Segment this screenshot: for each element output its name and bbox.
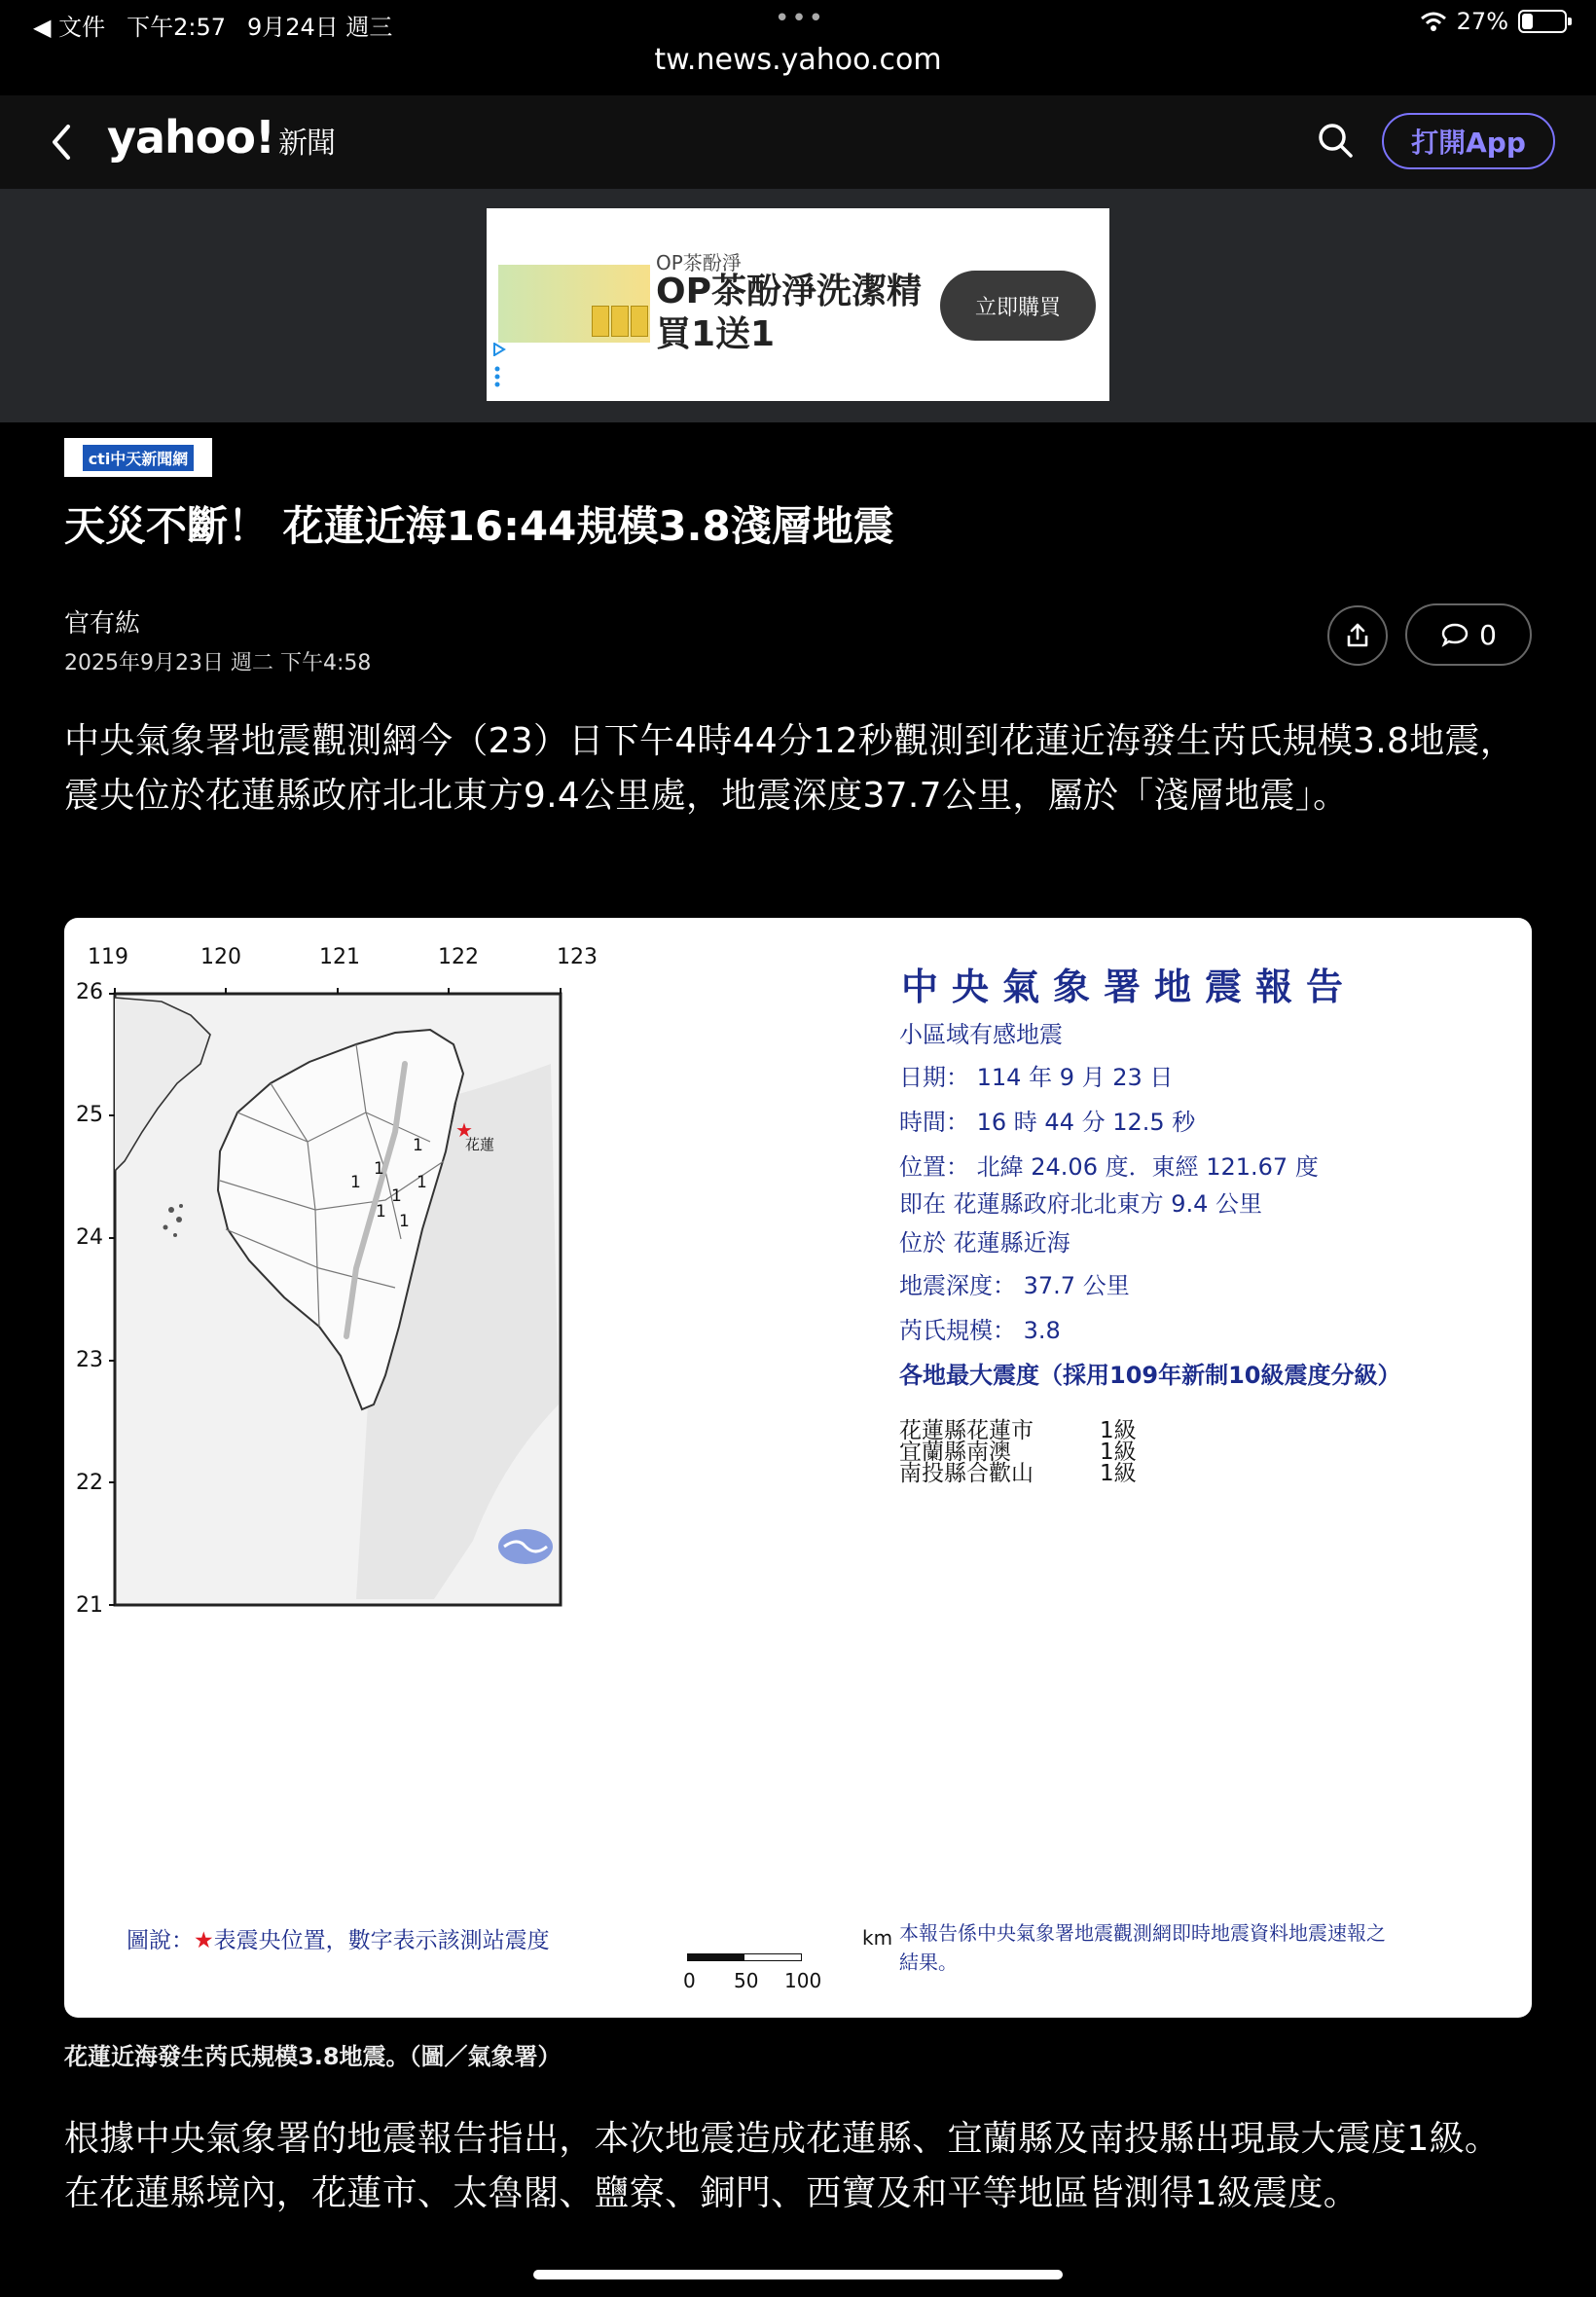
map-city-label: 花蓮 — [465, 1136, 495, 1153]
latitude-tick-label: 22 — [76, 1471, 103, 1495]
station-name: 花蓮縣花蓮市 — [899, 1418, 1034, 1443]
report-type: 小區域有感地震 — [899, 1021, 1063, 1048]
comment-bubble-icon — [1440, 621, 1469, 648]
legend-text: 表震央位置，數字表示該測站震度 — [213, 1928, 550, 1953]
comment-count: 0 — [1479, 618, 1497, 651]
article-paragraph-1: 中央氣象署地震觀測網今（23）日下午4時44分12秒觀測到花蓮近海發生芮氏規模3.8地震，震央位於花蓮縣政府北北東方9.4公里處，地震深度37.7公里，屬於「淺層地震」。 — [64, 721, 1516, 816]
share-icon — [1344, 622, 1371, 649]
status-time: 下午2:57 — [127, 14, 226, 41]
scale-tick-0: 0 — [683, 1969, 696, 1992]
report-depth: 地震深度： 37.7 公里 — [899, 1272, 1130, 1299]
ad-headline[interactable]: OP茶酚淨洗潔精買1送1 — [656, 272, 922, 354]
latitude-tick-label: 23 — [76, 1348, 103, 1372]
status-date: 9月24日 週三 — [247, 14, 393, 41]
report-relative-location: 即在 花蓮縣政府北北東方 9.4 公里 — [899, 1190, 1263, 1218]
station-level: 1級 — [1100, 1461, 1137, 1486]
article-date: 2025年9月23日 週二 下午4:58 — [64, 651, 372, 675]
search-icon[interactable] — [1316, 121, 1355, 160]
latitude-tick-label: 24 — [76, 1225, 103, 1250]
home-indicator[interactable] — [533, 2270, 1063, 2279]
article-paragraph-2: 根據中央氣象署的地震報告指出，本次地震造成花蓮縣、宜蘭縣及南投縣出現最大震度1級。在花蓮縣境內，花蓮市、太魯閣、鹽寮、銅門、西寶及和平等地區皆測得1級震度。 — [64, 2119, 1501, 2213]
logo-section: 新聞 — [277, 127, 335, 161]
url-bar[interactable]: tw.news.yahoo.com — [654, 43, 942, 77]
ad-banner[interactable] — [487, 208, 1109, 401]
longitude-tick-label: 120 — [200, 945, 241, 969]
epicenter-star: ★ — [455, 1118, 473, 1142]
scale-unit: km — [862, 1926, 893, 1950]
station-level: 1級 — [1100, 1440, 1137, 1465]
yahoo-logo[interactable] — [107, 111, 335, 164]
scale-tick-50: 50 — [734, 1969, 759, 1992]
battery-percent: 27% — [1456, 8, 1508, 35]
ad-more-options-icon[interactable] — [494, 366, 500, 387]
map-scale-bar — [683, 1926, 893, 2004]
report-intensity-heading: 各地最大震度（採用109年新制10級震度分級） — [899, 1362, 1401, 1389]
source-logo[interactable] — [64, 438, 212, 477]
share-button[interactable] — [1327, 605, 1388, 666]
legend-star-icon: ★ — [194, 1928, 214, 1953]
battery-icon — [1518, 10, 1567, 33]
logo-text: yahoo! — [107, 111, 274, 164]
scale-tick-100: 100 — [784, 1969, 822, 1992]
back-to-app[interactable]: ◀ 文件 — [33, 14, 106, 41]
longitude-tick-label: 122 — [438, 945, 479, 969]
scale-seg-2 — [744, 1953, 802, 1961]
map-legend — [127, 1922, 550, 1954]
ad-buy-button[interactable]: 立即購買 — [940, 271, 1096, 341]
article-author[interactable]: 官有紘 — [64, 609, 141, 638]
ad-product-image[interactable] — [498, 265, 650, 343]
longitude-tick-label: 123 — [557, 945, 598, 969]
longitude-tick-label: 121 — [319, 945, 360, 969]
station-intensity-mark: 1 — [417, 1173, 427, 1192]
latitude-tick-label: 26 — [76, 980, 103, 1004]
station-intensity-mark: 1 — [350, 1173, 361, 1192]
ad-choices-icon[interactable] — [492, 343, 506, 356]
status-bar — [0, 0, 1596, 47]
latitude-tick-label: 25 — [76, 1103, 103, 1127]
top-nav — [0, 95, 1596, 190]
legend-prefix: 圖說： — [127, 1928, 194, 1953]
earthquake-report-image[interactable] — [64, 918, 1532, 2018]
station-level: 1級 — [1100, 1418, 1137, 1443]
article-title: 天災不斷！ 花蓮近海16:44規模3.8淺層地震 — [64, 502, 894, 550]
report-date: 日期： 114 年 9 月 23 日 — [899, 1064, 1174, 1091]
station-intensity-mark: 1 — [413, 1136, 423, 1155]
product-bottle-3 — [631, 306, 648, 337]
report-footnote: 本報告係中央氣象署地震觀測網即時地震資料地震速報之結果。 — [899, 1921, 1386, 1974]
multitask-dots-icon[interactable]: ••• — [775, 4, 826, 33]
latitude-tick-label: 21 — [76, 1593, 103, 1618]
report-time: 時間： 16 時 44 分 12.5 秒 — [899, 1109, 1196, 1136]
station-intensity-mark: 1 — [399, 1212, 410, 1231]
scale-seg-1 — [687, 1953, 744, 1961]
open-app-button[interactable]: 打開App — [1382, 113, 1555, 169]
station-row — [899, 1455, 1137, 1487]
report-region: 位於 花蓮縣近海 — [899, 1229, 1070, 1257]
station-name: 南投縣合歡山 — [899, 1461, 1034, 1486]
report-title: 中央氣象署地震報告 — [901, 966, 1358, 1008]
ad-brand: OP茶酚淨 — [656, 251, 742, 274]
comments-button[interactable] — [1405, 603, 1532, 666]
station-intensity-mark: 1 — [374, 1159, 384, 1179]
longitude-tick-label: 119 — [88, 945, 128, 969]
product-bottle-2 — [611, 306, 629, 337]
back-arrow-icon[interactable] — [47, 121, 76, 164]
battery-fill — [1522, 14, 1533, 29]
wifi-icon — [1420, 11, 1447, 32]
report-magnitude: 芮氏規模： 3.8 — [899, 1317, 1061, 1344]
station-intensity-mark: 1 — [391, 1186, 402, 1206]
station-name: 宜蘭縣南澳 — [899, 1440, 1011, 1465]
product-bottle-1 — [592, 306, 609, 337]
report-position: 位置： 北緯 24.06 度．東經 121.67 度 — [899, 1153, 1319, 1181]
station-intensity-mark: 1 — [376, 1202, 386, 1221]
image-caption: 花蓮近海發生芮氏規模3.8地震。（圖／氣象署） — [64, 2043, 562, 2070]
ad-banner-area — [0, 189, 1596, 422]
epicenter-map — [64, 918, 1532, 2018]
source-logo-text: cti中天新聞網 — [83, 445, 195, 471]
